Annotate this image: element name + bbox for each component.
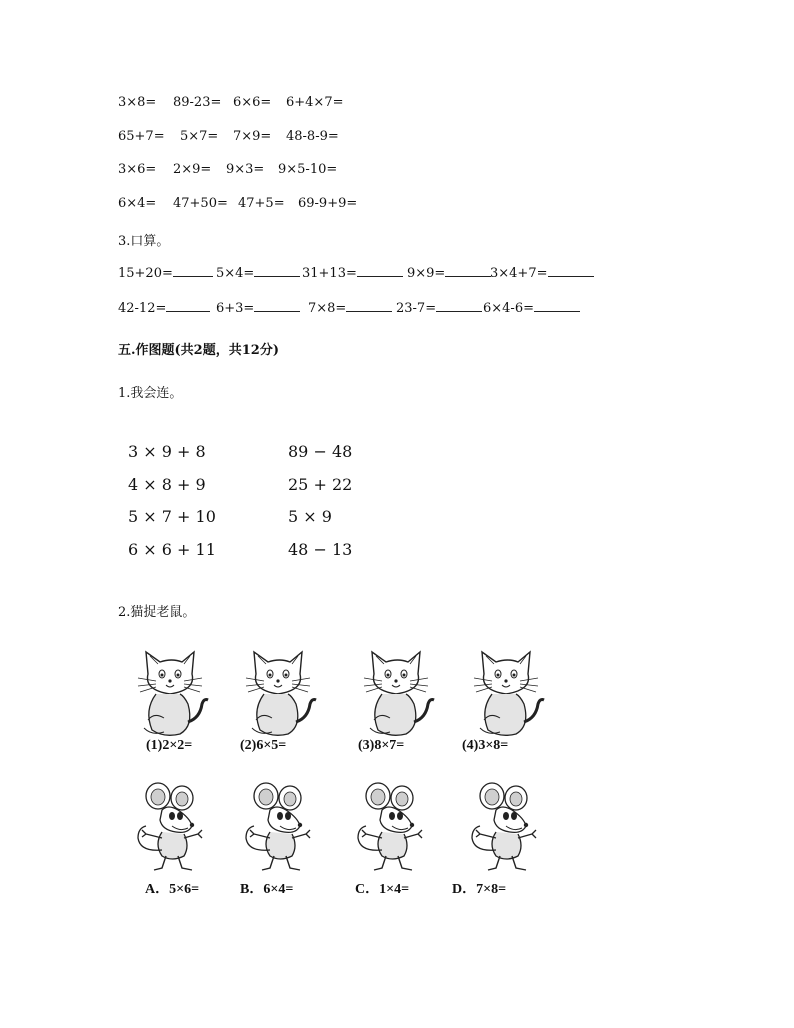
mouse-label: A．5×6= xyxy=(145,882,200,897)
cat-label: (3)8×7= xyxy=(358,738,405,753)
answer-blank[interactable] xyxy=(173,264,213,277)
oral-item: 23-7= xyxy=(396,301,437,316)
section3-title: 3.口算。 xyxy=(118,234,170,249)
mouse-label: B．6×4= xyxy=(240,882,294,897)
oral-item: 31+13= xyxy=(302,266,357,281)
arith-item: 47+5= xyxy=(238,196,285,211)
arith-item: 9×5-10= xyxy=(278,162,338,177)
arith-item: 47+50= xyxy=(173,196,228,211)
mouse-label: D．7×8= xyxy=(452,882,507,897)
section5-title: 五.作图题(共2题，共12分) xyxy=(118,343,279,358)
mouse-illustration xyxy=(352,782,428,874)
right-expression[interactable]: 25 + 22 xyxy=(288,475,353,494)
arith-item: 6+4×7= xyxy=(286,95,344,110)
right-expression[interactable]: 89 − 48 xyxy=(288,442,353,461)
cat-illustration xyxy=(242,648,318,740)
left-expression[interactable]: 5 × 7 + 10 xyxy=(128,507,216,526)
answer-blank[interactable] xyxy=(548,264,594,277)
oral-item: 7×8= xyxy=(308,301,347,316)
oral-item: 15+20= xyxy=(118,266,173,281)
oral-item: 6×4-6= xyxy=(483,301,534,316)
oral-item: 5×4= xyxy=(216,266,255,281)
right-expression[interactable]: 5 × 9 xyxy=(288,507,332,526)
cat-illustration xyxy=(134,648,210,740)
left-expression[interactable]: 4 × 8 + 9 xyxy=(128,475,206,494)
oral-item: 9×9= xyxy=(407,266,446,281)
cat-illustration xyxy=(360,648,436,740)
arith-item: 69-9+9= xyxy=(298,196,358,211)
arith-item: 89-23= xyxy=(173,95,222,110)
mouse-label: C．1×4= xyxy=(355,882,410,897)
left-expression[interactable]: 3 × 9 + 8 xyxy=(128,442,206,461)
oral-item: 42-12= xyxy=(118,301,167,316)
answer-blank[interactable] xyxy=(254,299,300,312)
answer-blank[interactable] xyxy=(254,264,300,277)
oral-item: 6+3= xyxy=(216,301,255,316)
arith-item: 3×6= xyxy=(118,162,157,177)
arith-item: 3×8= xyxy=(118,95,157,110)
answer-blank[interactable] xyxy=(534,299,580,312)
answer-blank[interactable] xyxy=(436,299,482,312)
mouse-illustration xyxy=(132,782,208,874)
cat-label: (4)3×8= xyxy=(462,738,509,753)
arith-item: 48-8-9= xyxy=(286,129,339,144)
arith-item: 6×4= xyxy=(118,196,157,211)
cat-label: (2)6×5= xyxy=(240,738,287,753)
arith-item: 9×3= xyxy=(226,162,265,177)
cat-label: (1)2×2= xyxy=(146,738,193,753)
q2-title: 2.猫捉老鼠。 xyxy=(118,605,196,620)
mouse-illustration xyxy=(240,782,316,874)
answer-blank[interactable] xyxy=(445,264,491,277)
arith-item: 7×9= xyxy=(233,129,272,144)
right-expression[interactable]: 48 − 13 xyxy=(288,540,353,559)
oral-item: 3×4+7= xyxy=(490,266,548,281)
answer-blank[interactable] xyxy=(166,299,210,312)
arith-item: 6×6= xyxy=(233,95,272,110)
arith-item: 2×9= xyxy=(173,162,212,177)
mouse-illustration xyxy=(466,782,542,874)
left-expression[interactable]: 6 × 6 + 11 xyxy=(128,540,216,559)
arith-item: 65+7= xyxy=(118,129,165,144)
answer-blank[interactable] xyxy=(357,264,403,277)
arith-item: 5×7= xyxy=(180,129,219,144)
answer-blank[interactable] xyxy=(346,299,392,312)
cat-illustration xyxy=(470,648,546,740)
q1-title: 1.我会连。 xyxy=(118,386,183,401)
